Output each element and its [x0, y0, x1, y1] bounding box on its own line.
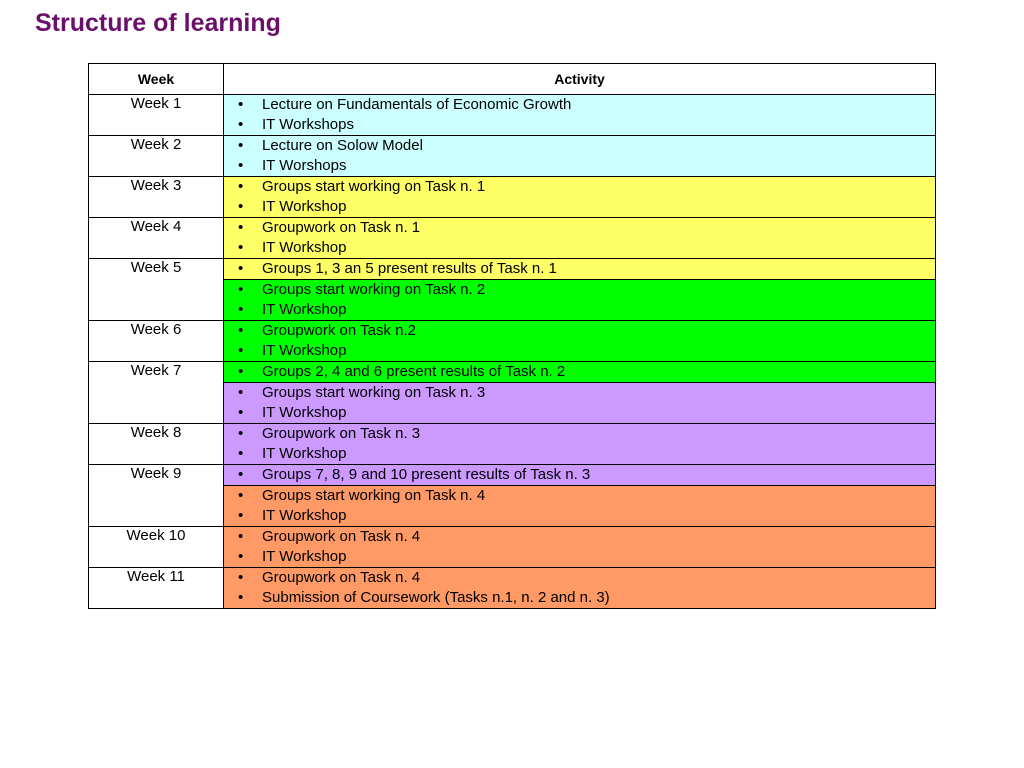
activity-item — [224, 444, 935, 464]
activity-text: IT Workshop — [262, 198, 347, 215]
week-cell: Week 8 — [89, 424, 224, 465]
bullet-icon: • — [238, 548, 244, 565]
week-cell: Week 3 — [89, 177, 224, 218]
activity-text: Groupwork on Task n.2 — [262, 322, 416, 339]
activity-cell — [224, 486, 936, 527]
activity-item — [224, 218, 935, 238]
activity-item — [224, 568, 935, 588]
activity-text: IT Workshop — [262, 445, 347, 462]
activity-text: IT Workshops — [262, 116, 354, 133]
activity-text: IT Workshop — [262, 342, 347, 359]
activity-text: IT Workshop — [262, 239, 347, 256]
activity-item — [224, 300, 935, 320]
activity-text: Groupwork on Task n. 1 — [262, 219, 421, 236]
week-cell: Week 7 — [89, 362, 224, 424]
bullet-icon: • — [238, 342, 244, 359]
activity-cell — [224, 424, 936, 465]
table-row — [89, 136, 936, 177]
activity-item — [224, 588, 935, 608]
bullet-icon: • — [238, 116, 244, 133]
bullet-icon: • — [238, 589, 244, 606]
table-row — [89, 177, 936, 218]
activity-item — [224, 95, 935, 115]
bullet-icon: • — [238, 445, 244, 462]
schedule-table — [88, 63, 936, 609]
activity-item — [224, 486, 935, 506]
table-row — [89, 362, 936, 383]
activity-text: Groups start working on Task n. 1 — [262, 178, 486, 195]
activity-cell — [224, 177, 936, 218]
activity-text: Lecture on Fundamentals of Economic Growth — [262, 96, 572, 113]
activity-text: Groups start working on Task n. 3 — [262, 384, 486, 401]
bullet-icon: • — [238, 569, 244, 586]
activity-text: IT Workshop — [262, 548, 347, 565]
bullet-icon: • — [238, 96, 244, 113]
table-row — [89, 568, 936, 609]
activity-item — [224, 341, 935, 361]
activity-text: Groups start working on Task n. 2 — [262, 281, 486, 298]
activity-cell — [224, 383, 936, 424]
activity-text: Groups 1, 3 an 5 present results of Task n. 1 — [262, 260, 557, 277]
activity-cell — [224, 527, 936, 568]
bullet-icon: • — [238, 425, 244, 442]
week-cell: Week 6 — [89, 321, 224, 362]
activity-column-header: Activity — [224, 64, 936, 95]
bullet-icon: • — [238, 178, 244, 195]
activity-cell — [224, 136, 936, 177]
activity-item — [224, 403, 935, 423]
bullet-icon: • — [238, 219, 244, 236]
bullet-icon: • — [238, 281, 244, 298]
week-column-header: Week — [89, 64, 224, 95]
table-row — [89, 527, 936, 568]
activity-text: IT Workshop — [262, 404, 347, 421]
bullet-icon: • — [238, 384, 244, 401]
table-header-row — [89, 64, 936, 95]
activity-cell — [224, 218, 936, 259]
table-row — [89, 259, 936, 280]
activity-text: Groups 7, 8, 9 and 10 present results of Task n. 3 — [262, 466, 591, 483]
activity-cell — [224, 362, 936, 383]
activity-cell — [224, 465, 936, 486]
table-row — [89, 424, 936, 465]
bullet-icon: • — [238, 466, 244, 483]
activity-item — [224, 321, 935, 341]
activity-text: IT Workshop — [262, 507, 347, 524]
activity-text: Groupwork on Task n. 3 — [262, 425, 421, 442]
table-row — [89, 95, 936, 136]
activity-text: Groups start working on Task n. 4 — [262, 487, 486, 504]
activity-text: IT Workshop — [262, 301, 347, 318]
activity-cell — [224, 95, 936, 136]
activity-item — [224, 115, 935, 135]
week-cell: Week 1 — [89, 95, 224, 136]
bullet-icon: • — [238, 404, 244, 421]
bullet-icon: • — [238, 507, 244, 524]
activity-item — [224, 424, 935, 444]
week-cell: Week 11 — [89, 568, 224, 609]
activity-item — [224, 527, 935, 547]
bullet-icon: • — [238, 260, 244, 277]
activity-item — [224, 238, 935, 258]
schedule-body — [89, 95, 936, 609]
bullet-icon: • — [238, 239, 244, 256]
bullet-icon: • — [238, 301, 244, 318]
activity-cell — [224, 568, 936, 609]
page-title: Structure of learning — [35, 9, 281, 37]
activity-cell — [224, 321, 936, 362]
table-row — [89, 465, 936, 486]
activity-item — [224, 177, 935, 197]
activity-text: IT Worshops — [262, 157, 347, 174]
week-cell: Week 5 — [89, 259, 224, 321]
activity-item — [224, 197, 935, 217]
bullet-icon: • — [238, 487, 244, 504]
bullet-icon: • — [238, 198, 244, 215]
activity-cell — [224, 259, 936, 280]
table-row — [89, 218, 936, 259]
bullet-icon: • — [238, 137, 244, 154]
activity-item — [224, 506, 935, 526]
activity-text: Groupwork on Task n. 4 — [262, 528, 421, 545]
week-cell: Week 2 — [89, 136, 224, 177]
bullet-icon: • — [238, 528, 244, 545]
week-cell: Week 4 — [89, 218, 224, 259]
activity-text: Lecture on Solow Model — [262, 137, 423, 154]
activity-item — [224, 465, 935, 485]
activity-item — [224, 156, 935, 176]
bullet-icon: • — [238, 322, 244, 339]
activity-item — [224, 362, 935, 382]
activity-item — [224, 136, 935, 156]
bullet-icon: • — [238, 363, 244, 380]
bullet-icon: • — [238, 157, 244, 174]
activity-text: Groupwork on Task n. 4 — [262, 569, 421, 586]
week-cell: Week 10 — [89, 527, 224, 568]
activity-item — [224, 259, 935, 279]
table-row — [89, 321, 936, 362]
activity-text: Groups 2, 4 and 6 present results of Task n. 2 — [262, 363, 566, 380]
activity-item — [224, 280, 935, 300]
activity-text: Submission of Coursework (Tasks n.1, n. 2 and n. 3) — [262, 589, 610, 606]
activity-item — [224, 547, 935, 567]
activity-item — [224, 383, 935, 403]
activity-cell — [224, 280, 936, 321]
week-cell: Week 9 — [89, 465, 224, 527]
